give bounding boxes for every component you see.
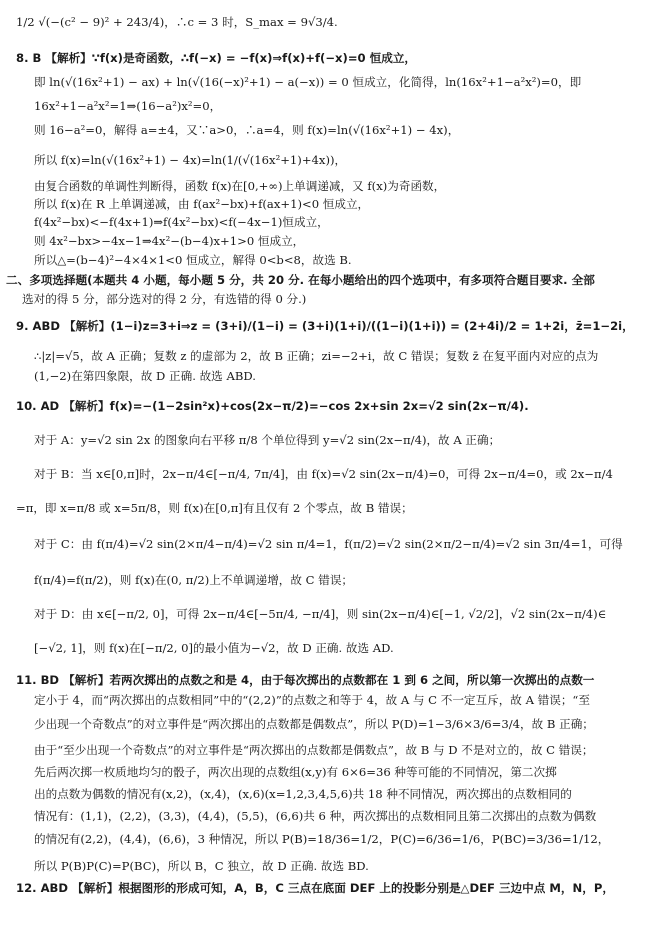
text-line: 所以 f(x)在 R 上单调递减，由 f(ax²−bx)+f(ax+1)<0 恒成立， (34, 197, 370, 211)
text-line: 二、多项选择题(本题共 4 小题，每小题 5 分，共 20 分. 在每小题给出的四个选项中，有多项符合题目要求. 全部 (6, 273, 595, 287)
text-line: (1,−2)在第四象限，故 D 正确. 故选 ABD. (34, 369, 256, 383)
text-line: 先后两次掷一枚质地均匀的骰子，两次出现的点数组(x,y)有 6×6=36 种等可能的不同情况，第二次掷 (34, 765, 557, 779)
text-line: [−√2, 1]，则 f(x)在[−π/2, 0]的最小值为−√2，故 D 正确. 故选 AD. (34, 641, 394, 655)
text-line: 情况有：(1,1)，(2,2)，(3,3)，(4,4)，(5,5)，(6,6)共 6 种，两次掷出的点数相同且第二次掷出的点数为偶数 (34, 809, 597, 823)
text-line: f(π/4)=f(π/2)，则 f(x)在(0, π/2)上不单调递增，故 C 错误； (34, 573, 354, 587)
text-line: f(4x²−bx)<−f(4x+1)⇒f(4x²−bx)<f(−4x−1)恒成立， (34, 215, 329, 229)
text-line: 定小于 4，而“两次掷出的点数相同”中的“(2,2)”的点数之和等于 4，故 A 与 C 不一定互斥，故 A 错误；“至 (34, 693, 590, 707)
text-line: 少出现一个奇数点”的对立事件是“两次掷出的点数都是偶数点”，所以 P(D)=1−3/6×3/6=3/4，故 B 正确； (34, 717, 594, 731)
text-line: 出的点数为偶数的情况有(x,2)，(x,4)，(x,6)(x=1,2,3,4,5,6)共 18 种不同情况，两次掷出的点数相同的 (34, 787, 572, 801)
text-line: 的情况有(2,2)，(4,4)，(6,6)，3 种情况，所以 P(B)=18/36=1/2，P(C)=6/36=1/6，P(BC)=3/36=1/12， (34, 832, 610, 846)
text-line: 10. AD 【解析】f(x)=−(1−2sin²x)+cos(2x−π/2)=−cos 2x+sin 2x=√2 sin(2x−π/4). (16, 399, 529, 413)
text-line: 11. BD 【解析】若两次掷出的点数之和是 4，由于每次掷出的点数都在 1 到 6 之间，所以第一次掷出的点数一 (16, 673, 595, 687)
text-line: 所以△=(b−4)²−4×4×1<0 恒成立，解得 0<b<8，故选 B. (34, 253, 352, 267)
text-line: 则 4x²−bx>−4x−1⇒4x²−(b−4)x+1>0 恒成立， (34, 234, 305, 248)
text-line: 由复合函数的单调性判断得，函数 f(x)在[0,+∞)上单调递减，又 f(x)为奇函数， (34, 179, 446, 193)
text-line: 8. B 【解析】∵f(x)是奇函数，∴f(−x) = −f(x)⇒f(x)+f(−x)=0 恒成立， (16, 51, 417, 65)
text-line: 对于 B：当 x∈[0,π]时，2x−π/4∈[−π/4, 7π/4]，由 f(x)=√2 sin(2x−π/4)=0，可得 2x−π/4=0，或 2x−π/4 (34, 467, 613, 481)
text-line: 对于 C：由 f(π/4)=√2 sin(2×π/4−π/4)=√2 sin π/4=1，f(π/2)=√2 sin(2×π/2−π/4)=√2 sin 3π/4=1，可得 (34, 537, 623, 551)
text-line: 对于 D：由 x∈[−π/2, 0]，可得 2x−π/4∈[−5π/4, −π/4]，则 sin(2x−π/4)∈[−1, √2/2]，√2 sin(2x−π/4)∈ (34, 607, 607, 621)
text-line: 即 ln(√(16x²+1) − ax) + ln(√(16(−x)²+1) − a(−x)) = 0 恒成立，化简得，ln(16x²+1−a²x²)=0，即 (34, 75, 582, 89)
text-line: 所以 P(B)P(C)=P(BC)，所以 B，C 独立，故 D 正确. 故选 BD. (34, 859, 369, 873)
text-line: 12. ABD 【解析】根据图形的形成可知，A，B，C 三点在底面 DEF 上的投影分别是△DEF 三边中点 M，N，P， (16, 881, 614, 895)
text-line: 1/2 √(−(c² − 9)² + 243/4)，∴c = 3 时，S_max = 9√3/4. (16, 15, 338, 29)
text-line: 所以 f(x)=ln(√(16x²+1) − 4x)=ln(1/(√(16x²+1)+4x))， (34, 153, 347, 167)
text-line: 则 16−a²=0，解得 a=±4，又∵a>0，∴a=4，则 f(x)=ln(√(16x²+1) − 4x)， (34, 123, 460, 137)
text-line: 16x²+1−a²x²=1⇒(16−a²)x²=0， (34, 99, 222, 113)
text-line: =π，即 x=π/8 或 x=5π/8，则 f(x)在[0,π]有且仅有 2 个零点，故 B 错误； (16, 501, 413, 515)
text-line: 对于 A：y=√2 sin 2x 的图象向右平移 π/8 个单位得到 y=√2 sin(2x−π/4)，故 A 正确； (34, 433, 501, 447)
text-line: 由于“至少出现一个奇数点”的对立事件是“两次掷出的点数都是偶数点”，故 B 与 D 不是对立的，故 C 错误； (34, 743, 594, 757)
text-line: 9. ABD 【解析】(1−i)z=3+i⇒z = (3+i)/(1−i) = (3+i)(1+i)/((1−i)(1+i)) = (2+4i)/2 = 1+2i，z̄=1−2i， (16, 319, 634, 333)
text-line: ∴|z|=√5，故 A 正确；复数 z 的虚部为 2，故 B 正确；zi=−2+i，故 C 错误；复数 z̄ 在复平面内对应的点为 (34, 349, 599, 363)
text-line: 选对的得 5 分，部分选对的得 2 分，有选错的得 0 分.) (22, 292, 307, 306)
